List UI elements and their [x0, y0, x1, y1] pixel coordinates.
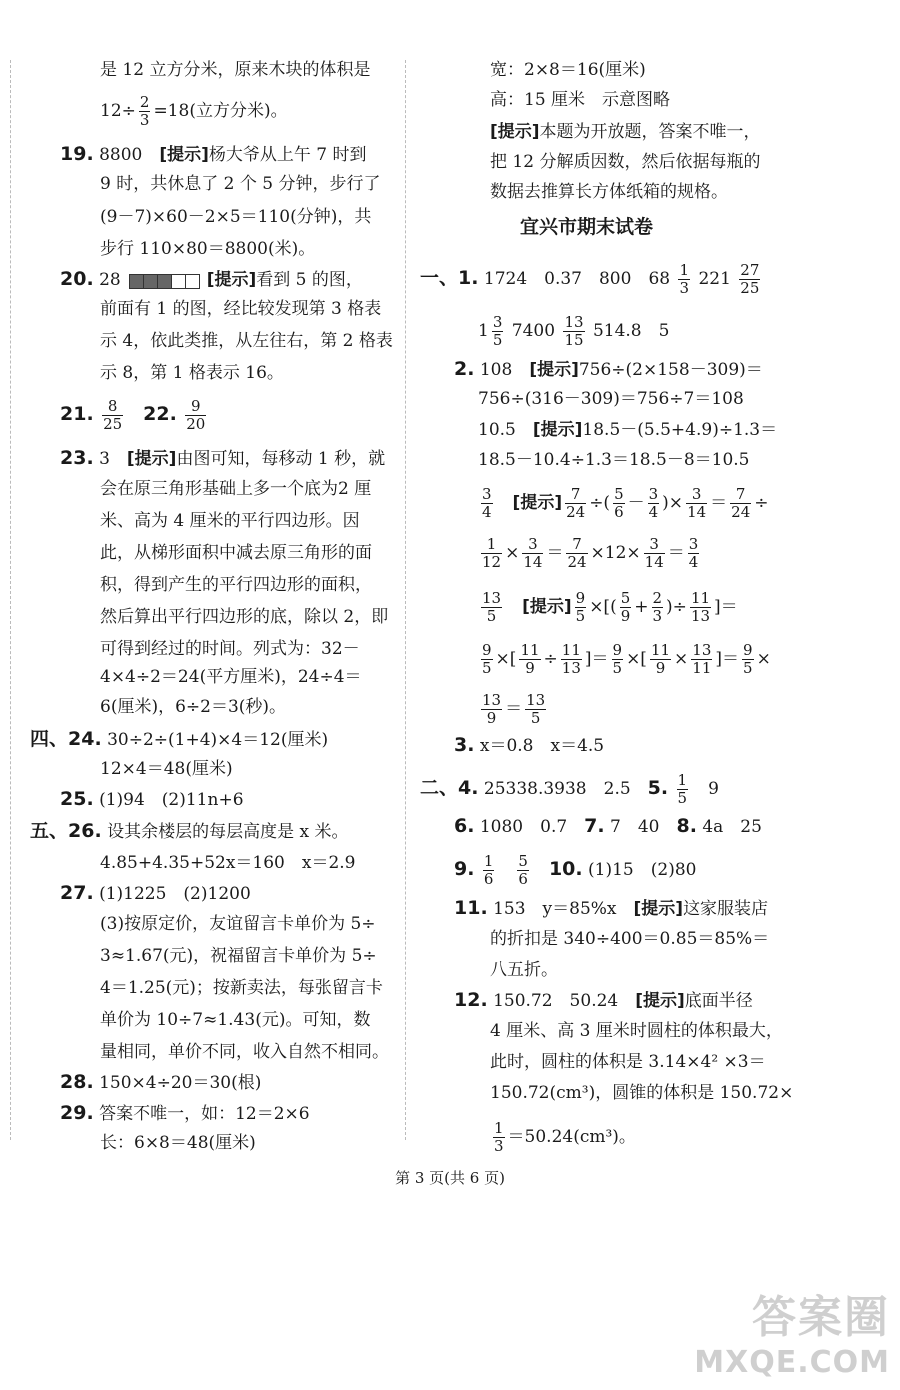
text-line: 3≈1.67(元)，祝福留言卡单价为 5÷	[100, 946, 377, 966]
fraction: $\frac{3}{14}$	[523, 535, 543, 571]
fraction: $\frac{1}{12}$	[482, 535, 502, 571]
fraction: $\frac{1}{5}$	[677, 771, 688, 807]
watermark-logo: 答案圈 MXQE.COM	[694, 1292, 890, 1380]
text-line: 示 4，依此类推，从左往右，第 2 格表	[100, 331, 393, 351]
fraction: $\frac{7}{24}$	[566, 485, 586, 521]
text-line: 然后算出平行四边形的底，除以 2，即	[100, 607, 389, 627]
text-line: 米、高为 4 厘米的平行四边形。因	[100, 511, 360, 531]
fraction: $\frac{9}{20}$	[186, 397, 206, 433]
text-line: 的折扣是 340÷400＝0.85＝85%＝	[490, 929, 770, 949]
text-line: 756÷(316－309)＝756÷7＝108	[478, 389, 744, 409]
left-margin-line	[10, 60, 11, 1140]
fraction: $\frac{27}{25}$	[740, 261, 760, 297]
text-line: $\frac{1}{3}$ ＝50.24(cm³)。	[494, 1119, 636, 1155]
text-line: $\frac{1}{12}$ × $\frac{3}{14}$ ＝ $\frac{7}{24}$ ×12× $\frac{3}{14}$ ＝ $\frac{3}{4}$	[482, 535, 699, 571]
text-line: 积，得到产生的平行四边形的面积，	[100, 575, 372, 595]
text-line: 是 12 立方分米，原来木块的体积是	[100, 60, 371, 80]
text-line: $\frac{3}{4}$ [提示] $\frac{7}{24}$ ÷( $\frac{5}{6}$ － $\frac{3}{4}$ )× $\frac{3}{14}$ ＝ $\frac{7}{24}$ ÷	[482, 485, 769, 521]
text-line: 数据去推算长方体纸箱的规格。	[490, 182, 728, 202]
fraction: $\frac{13}{9}$	[482, 691, 502, 727]
hint-label: [提示]	[633, 899, 684, 919]
fraction: $\frac{1}{3}$	[494, 1119, 504, 1155]
fraction: $\frac{3}{4}$	[688, 535, 699, 571]
question-9-10: 9. $\frac{1}{6}$ $\frac{5}{6}$ 10. (1)15 (2)80	[454, 852, 697, 888]
hint-label: [提示]	[529, 360, 579, 380]
text-line: 前面有 1 的图，经比较发现第 3 格表	[100, 299, 382, 319]
hint-label: [提示]	[522, 597, 572, 617]
hint-label: [提示]	[126, 449, 177, 469]
question-28: 28. 150×4÷20＝30(根)	[60, 1071, 262, 1093]
question-1: 一、1. 1724 0.37 800 68 $\frac{1}{3}$ 221 $\frac{27}{25}$	[420, 261, 760, 297]
fraction: $\frac{11}{9}$	[650, 641, 671, 677]
fraction: $\frac{11}{9}$	[520, 641, 540, 677]
text-line: 单价为 10÷7≈1.43(元)。可知，数	[100, 1010, 371, 1030]
question-6-8: 6. 1080 0.7 7. 7 40 8. 4a 25	[454, 815, 762, 837]
text-line: 可得到经过的时间。列式为：32－	[100, 639, 360, 659]
question-27: 27. (1)1225 (2)1200	[60, 882, 251, 904]
fraction: $\frac{1}{6}$	[483, 852, 494, 888]
text-line: 10.5 [提示]18.5－(5.5+4.9)÷1.3＝	[478, 420, 778, 440]
fraction: $\frac{7}{24}$	[567, 535, 587, 571]
fraction: $\frac{9}{5}$	[612, 641, 623, 677]
fraction: $\frac{13}{5}$	[526, 691, 546, 727]
fraction: $\frac{5}{6}$	[518, 852, 528, 888]
fraction: $\frac{3}{5}$	[492, 313, 503, 349]
question-23: 23. 3 [提示]由图可知，每移动 1 秒，就	[60, 447, 386, 469]
text-line: $\frac{9}{5}$ ×[ $\frac{11}{9}$ ÷ $\frac{11}{13}$ ]＝ $\frac{9}{5}$ ×[ $\frac{11}{9}$ × $\frac{13}{11}$ ]＝ $\frac{9}{5}$ ×	[482, 641, 771, 677]
question-2: 2. 108 [提示]756÷(2×158－309)＝	[454, 358, 763, 380]
hint-label: [提示]	[635, 991, 685, 1011]
question-20: 20. 28 [提示]看到 5 的图，	[60, 267, 363, 293]
question-19: 19. 8800 [提示]杨大爷从上午 7 时到	[60, 143, 367, 165]
hint-label: [提示]	[512, 493, 563, 513]
fraction: $\frac{2}{3}$	[652, 589, 663, 625]
fraction: $\frac{9}{5}$	[743, 641, 753, 677]
hint-label: [提示]	[206, 270, 257, 290]
hint-label: [提示]	[532, 420, 583, 440]
fraction: $\frac{7}{24}$	[731, 485, 751, 521]
text-line: 八五折。	[490, 960, 558, 980]
fraction: $\frac{11}{13}$	[690, 589, 711, 625]
text-line: (9－7)×60－2×5＝110(分钟)，共	[100, 207, 372, 227]
question-29: 29. 答案不唯一，如：12＝2×6	[60, 1102, 310, 1124]
fraction: $\frac{3}{4}$	[648, 485, 659, 521]
text-line: 150.72(cm³)，圆锥的体积是 150.72×	[490, 1083, 794, 1103]
column-divider-line	[405, 60, 406, 1140]
text-line: 4＝1.25(元)；按新卖法，每张留言卡	[100, 978, 383, 998]
text-line: 量相同，单价不同，收入自然不相同。	[100, 1042, 389, 1062]
text-line: 高：15 厘米 示意图略	[490, 90, 671, 110]
text-line: 1 $\frac{3}{5}$ 7400 $\frac{13}{15}$ 514.8 5	[478, 313, 670, 349]
fraction: $\frac{13}{5}$	[482, 589, 502, 625]
text-line: 4×4÷2＝24(平方厘米)，24÷4＝	[100, 667, 362, 687]
hint-label: [提示]	[490, 122, 540, 142]
text-line: 此时，圆柱的体积是 3.14×4² ×3＝	[490, 1052, 766, 1072]
fraction: $\frac{3}{14}$	[644, 535, 664, 571]
fraction: $\frac{5}{9}$	[620, 589, 631, 625]
fraction: $\frac{13}{11}$	[692, 641, 712, 677]
question-21-22: 21. $\frac{8}{25}$ 22. $\frac{9}{20}$	[60, 397, 206, 433]
fraction: $\frac{2}{3}$	[139, 93, 150, 129]
text-line: 9 时，共休息了 2 个 5 分钟，步行了	[100, 174, 381, 194]
question-24: 四、24. 30÷2÷(1+4)×4＝12(厘米)	[30, 728, 329, 750]
question-3: 3. x＝0.8 x＝4.5	[454, 734, 605, 756]
text-line: 12÷ $\frac{2}{3}$ =18(立方分米)。	[100, 93, 288, 129]
bar-diagram	[129, 269, 199, 293]
fraction: $\frac{11}{13}$	[561, 641, 581, 677]
fraction: $\frac{8}{25}$	[103, 397, 123, 433]
page-footer: 第 3 页(共 6 页)	[395, 1169, 505, 1187]
fraction: $\frac{9}{5}$	[575, 589, 586, 625]
text-line: 18.5－10.4÷1.3＝18.5－8＝10.5	[478, 450, 750, 470]
text-line: [提示]本题为开放题，答案不唯一，	[490, 122, 761, 142]
text-line: $\frac{13}{9}$ ＝ $\frac{13}{5}$	[482, 691, 546, 727]
question-12: 12. 150.72 50.24 [提示]底面半径	[454, 989, 753, 1011]
text-line: (3)按原定价，友谊留言卡单价为 5÷	[100, 914, 376, 934]
text-line: 长：6×8＝48(厘米)	[100, 1133, 256, 1153]
fraction: $\frac{9}{5}$	[482, 641, 492, 677]
question-4-5: 二、4. 25338.3938 2.5 5. $\frac{1}{5}$ 9	[420, 771, 719, 807]
text-line: 示 8，第 1 格表示 16。	[100, 363, 284, 383]
text-line: 宽：2×8＝16(厘米)	[490, 60, 646, 80]
question-25: 25. (1)94 (2)11n+6	[60, 788, 244, 810]
fraction: $\frac{3}{14}$	[687, 485, 707, 521]
fraction: $\frac{1}{3}$	[679, 261, 690, 297]
question-11: 11. 153 y＝85%x [提示]这家服装店	[454, 897, 769, 919]
section-title: 宜兴市期末试卷	[520, 216, 654, 238]
fraction: $\frac{3}{4}$	[482, 485, 492, 521]
fraction: $\frac{5}{6}$	[614, 485, 624, 521]
text-line: 4.85+4.35+52x＝160 x＝2.9	[100, 853, 356, 873]
text-line: 4 厘米、高 3 厘米时圆柱的体积最大，	[490, 1021, 783, 1041]
text-line: 把 12 分解质因数，然后依据每瓶的	[490, 152, 761, 172]
text-line: 步行 110×80＝8800(米)。	[100, 239, 316, 259]
text-line: $\frac{13}{5}$ [提示] $\frac{9}{5}$ ×[( $\frac{5}{9}$ + $\frac{2}{3}$ )÷ $\frac{11}{13}$ ]＝	[482, 589, 738, 625]
hint-label: [提示]	[159, 145, 209, 165]
text-line: 此，从梯形面积中减去原三角形的面	[100, 543, 372, 563]
text-line: 会在原三角形基础上多一个底为2 厘	[100, 479, 372, 499]
fraction: $\frac{13}{15}$	[564, 313, 584, 349]
text-line: 12×4＝48(厘米)	[100, 759, 233, 779]
text-line: 6(厘米)，6÷2＝3(秒)。	[100, 697, 287, 717]
question-26: 五、26. 设其余楼层的每层高度是 x 米。	[30, 820, 349, 842]
